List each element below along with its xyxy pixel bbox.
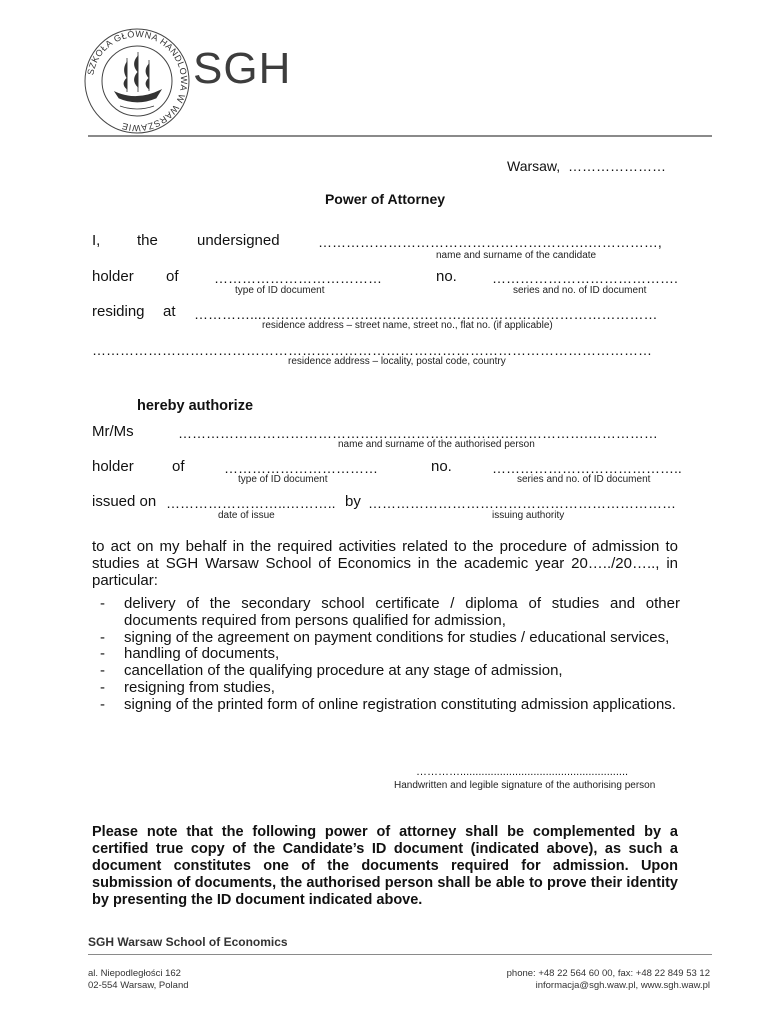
agent-doc-type-field[interactable]: …………………………… xyxy=(224,460,378,476)
candidate-doc-type-field[interactable]: ……………………………… xyxy=(214,270,382,286)
authorised-name-field[interactable]: …………………………………………………………………………….…………… xyxy=(178,425,658,441)
no-label: no. xyxy=(436,268,457,285)
authorised-name-caption: name and surname of the authorised person xyxy=(338,439,535,450)
footer-school-name: SGH Warsaw School of Economics xyxy=(88,935,288,949)
issue-date-field[interactable]: ……………………..……….. xyxy=(166,495,336,511)
candidate-doc-type-caption: type of ID document xyxy=(235,285,325,296)
issued-on-label: issued on xyxy=(92,493,157,510)
list-item: - resigning from studies, xyxy=(100,680,680,697)
residence-locality-field[interactable]: ………………………………………………………………………………………………………… xyxy=(92,342,652,358)
mrms-label: Mr/Ms xyxy=(92,423,134,440)
list-item: - signing of the printed form of online registration constituting admission applications. xyxy=(100,697,680,714)
residence-locality-caption: residence address – locality, postal code, country xyxy=(288,356,506,367)
candidate-doc-series-caption: series and no. of ID document xyxy=(513,285,647,296)
activities-list xyxy=(100,596,680,714)
residence-address-caption: residence address – street name, street no., flat no. (if applicable) xyxy=(262,320,553,331)
agent-doc-series-caption: series and no. of ID document xyxy=(517,474,651,485)
candidate-name-caption: name and surname of the candidate xyxy=(436,250,597,261)
issue-date-caption: date of issue xyxy=(218,510,275,521)
of-label: of xyxy=(166,268,179,285)
at-label: at xyxy=(163,303,176,320)
brand-wordmark: SGH xyxy=(193,44,292,93)
sgh-seal-logo xyxy=(82,26,192,136)
candidate-name-field[interactable]: ………………………………………………….……………, xyxy=(318,234,662,250)
footer-email[interactable]: informacja@sgh.waw.pl, www.sgh.waw.pl xyxy=(535,980,710,991)
by-label: by xyxy=(345,493,361,510)
footer-address-line1: al. Niepodległości 162 xyxy=(88,968,181,979)
residence-address-field[interactable]: …………...…………………….…………………………………………………… xyxy=(194,306,658,322)
agent-of-label: of xyxy=(172,458,185,475)
issuing-authority-field[interactable]: ………………………………………………………… xyxy=(368,495,676,511)
authorize-heading: hereby authorize xyxy=(137,398,254,414)
place-label: Warsaw, xyxy=(507,158,561,174)
list-item: - handling of documents, xyxy=(100,646,680,663)
candidate-doc-series-field[interactable]: …………………………………. xyxy=(492,270,678,286)
list-item: - signing of the agreement on payment conditions for studies / educational services, xyxy=(100,630,680,647)
header-divider xyxy=(88,135,712,137)
footer-address-line2: 02-554 Warsaw, Poland xyxy=(88,980,189,991)
footer-phone: phone: +48 22 564 60 00, fax: +48 22 849 53 12 xyxy=(506,968,710,979)
principal-i-label: I, xyxy=(92,232,101,249)
agent-doc-series-field[interactable]: ………………………………….. xyxy=(492,460,682,476)
seal-text: SZKOŁA GŁÓWNA HANDLOWA W WARSZAWIE xyxy=(85,28,190,134)
agent-no-label: no. xyxy=(431,458,452,475)
signature-field[interactable]: …………....................................................... xyxy=(416,766,629,778)
purpose-paragraph: to act on my behalf in the required activities related to the procedure of admission to studies at SGH Warsaw School of Economics in the academic year 20…../20….., in particular: xyxy=(92,538,678,589)
footer-divider xyxy=(88,954,712,955)
date-field[interactable]: ………………… xyxy=(568,158,666,174)
notice-paragraph: Please note that the following power of attorney shall be complemented by a certified true copy of the Candidate’s ID document (indicated above), as such a document constitutes one of the documents required for admission. Upon submission of documents, the authorised person shall be able to prove their identity by presenting the ID document indicated above. xyxy=(92,824,678,908)
residing-label: residing xyxy=(92,303,145,320)
issuing-authority-caption: issuing authority xyxy=(492,510,565,521)
list-item: - delivery of the secondary school certificate / diploma of studies and other documents required from persons qualified for admission, xyxy=(100,596,680,630)
principal-undersigned-label: undersigned xyxy=(197,232,280,249)
agent-holder-label: holder xyxy=(92,458,134,475)
principal-the-label: the xyxy=(137,232,158,249)
list-item: - cancellation of the qualifying procedure at any stage of admission, xyxy=(100,663,680,680)
signature-caption: Handwritten and legible signature of the authorising person xyxy=(394,780,656,791)
holder-label: holder xyxy=(92,268,134,285)
agent-doc-type-caption: type of ID document xyxy=(238,474,328,485)
page-title: Power of Attorney xyxy=(324,191,446,207)
